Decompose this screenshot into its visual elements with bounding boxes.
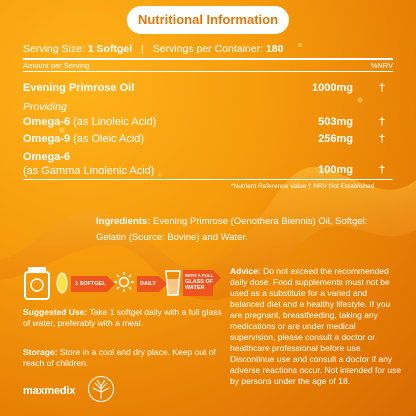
jar-icon	[23, 266, 51, 300]
nutrient-amount: 1000mg	[312, 82, 353, 94]
storage	[23, 347, 223, 369]
serving-separator: |	[141, 43, 144, 55]
step-water-label	[185, 273, 213, 291]
storage-text: Store in a cool and dry place. Keep out of reach of children.	[23, 347, 216, 368]
step-daily-label: DAILY	[140, 281, 156, 287]
nutrient-amount: 100mg	[318, 164, 353, 176]
advice-text: Do not exceed the recommended daily dose. Food supplements must not be used as a substitute for a varied and balanced diet and a healthy lifestyle. If you are pregnant, breastfeeding, taking any medications or are under medical supervision, please consult a doctor or healthcare professional before use. Discontinue use and consult a doctor if any adverse reactions occur. Not intended for use by persons under the age of 18.	[230, 266, 402, 386]
nutrient-nrv: †	[378, 116, 385, 128]
nutrient-nrv: †	[378, 164, 385, 176]
nrv-footnote: *Nutrient Reference Value † NRV Not Established	[231, 183, 375, 190]
advice	[230, 266, 402, 387]
serving-size-label: Serving Size:	[23, 43, 88, 55]
sun-icon	[113, 271, 135, 293]
nutrient-nrv: †	[378, 82, 385, 94]
step-water-suffix: WATER	[185, 285, 205, 291]
ingredients-text: Evening Primrose (Oenothera Biennis) Oil, Softgel: Gelatin (Source: Bovine) and Water.	[96, 216, 368, 243]
ingredients-label: Ingredients:	[96, 216, 151, 227]
tree-logo-icon	[87, 375, 115, 403]
nutrient-name: Evening Primrose Oil	[23, 82, 135, 94]
dosage-instructions	[23, 266, 220, 302]
nrv-header: %NRV	[370, 61, 393, 70]
step-softgel-label: 1 SOFTGEL	[75, 281, 106, 287]
table-row	[23, 133, 385, 145]
suggested-use-label: Suggested Use:	[23, 307, 88, 317]
providing-label: Providing	[23, 101, 67, 113]
step-water-prefix: WITH A FULL	[185, 273, 214, 278]
nutrient-nrv: †	[378, 133, 385, 145]
suggested-use	[23, 307, 223, 329]
nutrient-amount: 256mg	[318, 133, 353, 145]
nutrient-amount: 503mg	[318, 116, 353, 128]
amount-header: Amount per Serving	[23, 61, 90, 70]
divider	[23, 179, 393, 180]
nutrient-detail: (as Oleic Acid)	[73, 133, 145, 145]
servings-per-container-value: 180	[265, 43, 284, 55]
table-row	[23, 150, 385, 178]
nutrient-name: Omega-6	[23, 116, 71, 128]
advice-label: Advice:	[230, 266, 261, 276]
glass-icon	[165, 270, 181, 296]
nutrient-name: Omega-6	[23, 151, 71, 163]
storage-label: Storage:	[23, 347, 58, 357]
section-title: Nutritional Information	[127, 6, 289, 34]
nutrient-detail: (as Linoleic Acid)	[73, 116, 157, 128]
brand-name: maxmedix	[23, 385, 76, 397]
serving-info	[23, 43, 283, 55]
suggested-use-text: Take 1 softgel daily with a full glass of water, preferably with a meal.	[23, 307, 222, 328]
softgel-icon	[56, 272, 68, 294]
table-row	[23, 82, 385, 94]
nutrient-name: Omega-9	[23, 133, 71, 145]
ingredients	[96, 214, 396, 246]
nutrient-detail: (as Gamma Linolenic Acid)	[23, 165, 155, 177]
serving-size-value: 1 Softgel	[87, 43, 133, 55]
table-row	[23, 116, 385, 128]
step-water-main: GLASS OF	[185, 279, 214, 285]
servings-per-container-label: Servings per Container:	[152, 43, 266, 55]
divider	[23, 58, 393, 60]
table-header	[23, 61, 393, 70]
divider	[23, 71, 393, 72]
